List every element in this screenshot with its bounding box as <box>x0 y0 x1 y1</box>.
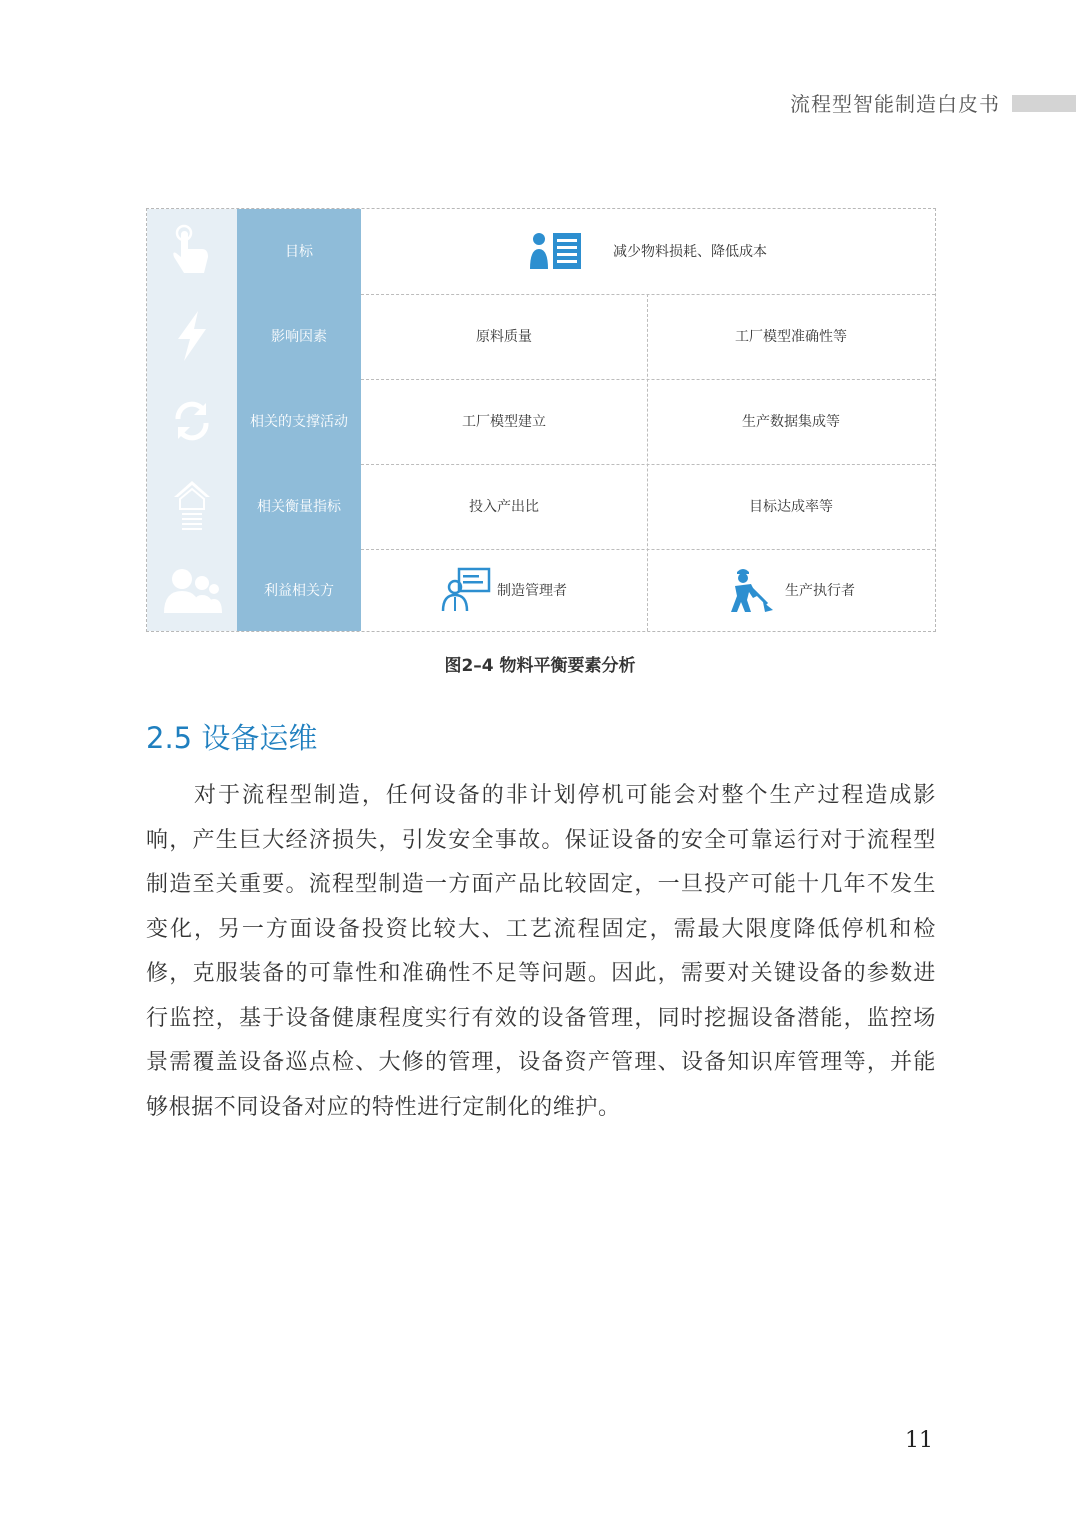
stakeholder-worker-text: 生产执行者 <box>785 583 855 599</box>
figure-row-factors <box>147 294 935 379</box>
worker-shovel-icon <box>727 566 777 614</box>
row-icon-cell <box>147 294 237 379</box>
row-label-metrics: 相关衡量指标 <box>237 464 361 549</box>
factors-value-2: 工厂模型准确性等 <box>735 329 847 346</box>
figure-row-goal <box>147 209 935 294</box>
refresh-cycle-icon <box>170 399 214 443</box>
stakeholder-manager-cell <box>361 549 647 631</box>
row-icon-cell <box>147 464 237 549</box>
goal-value-text: 减少物料损耗、降低成本 <box>613 244 767 261</box>
stakeholder-worker-cell <box>647 549 935 631</box>
lightning-icon <box>174 311 210 361</box>
metrics-value-1: 投入产出比 <box>469 499 539 516</box>
running-header-title: 流程型智能制造白皮书 <box>790 92 1000 116</box>
section-heading: 2.5 设备运维 <box>146 721 318 755</box>
row-icon-cell <box>147 209 237 294</box>
building-icon <box>172 479 212 533</box>
row-icon-cell <box>147 379 237 464</box>
body-paragraph: 对于流程型制造，任何设备的非计划停机可能会对整个生产过程造成影响，产生巨大经济损失，引发安全事故。保证设备的安全可靠运行对于流程型制造至关重要。流程型制造一方面产品比较固定，一旦投产可能十几年不发生变化，另一方面设备投资比较大、工艺流程固定，需最大限度降低停机和检修，克服装备的可靠性和准确性不足等问题。因此，需要对关键设备的参数进行监控，基于设备健康程度实行有效的设备管理，同时挖掘设备潜能，监控场景需覆盖设备巡点检、大修的管理，设备资产管理、设备知识库管理等，并能够根据不同设备对应的特性进行定制化的维护。 <box>146 783 936 1120</box>
material-balance-figure <box>146 208 936 632</box>
row-label-goal: 目标 <box>237 209 361 294</box>
metrics-value-2: 目标达成率等 <box>749 499 833 516</box>
figure-caption: 图2–4 物料平衡要素分析 <box>444 656 636 676</box>
people-group-icon <box>160 567 224 613</box>
figure-row-metrics <box>147 464 935 549</box>
stakeholder-manager-text: 制造管理者 <box>497 583 567 599</box>
support-value-1: 工厂模型建立 <box>462 414 546 431</box>
row-label-support: 相关的支撑活动 <box>237 379 361 464</box>
row-label-stakeholders: 利益相关方 <box>237 549 361 631</box>
figure-row-support <box>147 379 935 464</box>
support-value-2: 生产数据集成等 <box>742 414 840 431</box>
figure-row-stakeholders <box>147 549 935 631</box>
column-separator <box>647 294 648 631</box>
goal-value-cell <box>361 209 935 294</box>
factors-value-1: 原料质量 <box>476 329 532 346</box>
list-profile-icon <box>529 231 583 271</box>
row-label-factors: 影响因素 <box>237 294 361 379</box>
row-icon-cell <box>147 549 237 631</box>
hand-pointer-icon <box>170 223 214 279</box>
page-number: 11 <box>905 1428 933 1453</box>
manager-presentation-icon <box>441 567 491 613</box>
header-decorative-bar <box>1012 95 1076 112</box>
